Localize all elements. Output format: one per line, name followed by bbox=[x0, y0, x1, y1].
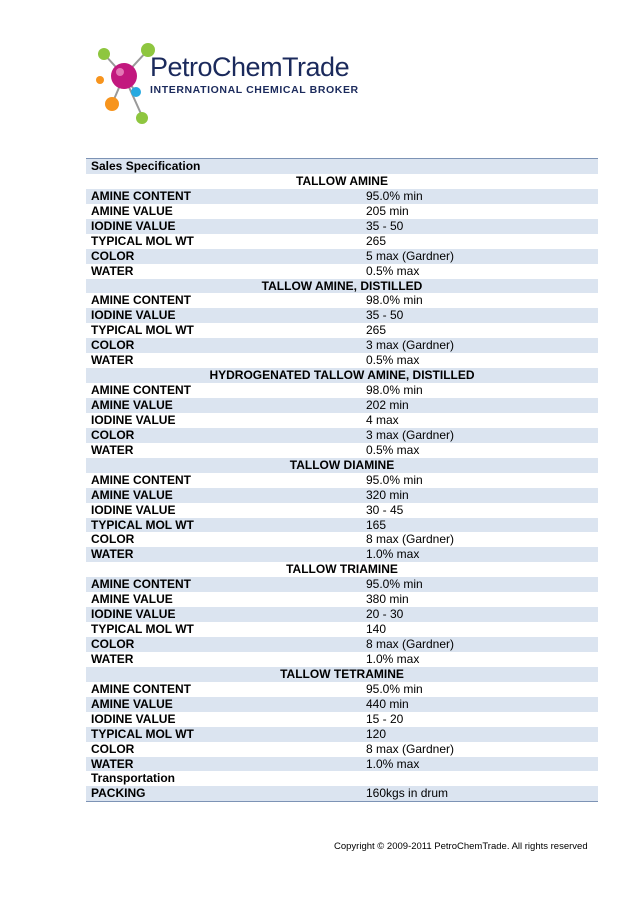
brand-tagline: INTERNATIONAL CHEMICAL BROKER bbox=[150, 84, 359, 96]
brand-block bbox=[150, 52, 359, 96]
packing-label: PACKING bbox=[91, 786, 146, 801]
spec-row-label: AMINE VALUE bbox=[91, 696, 173, 711]
spec-row-label: IODINE VALUE bbox=[91, 607, 176, 622]
spec-row-value: 8 max (Gardner) bbox=[366, 637, 455, 651]
spec-row-value: 95.0% min bbox=[366, 188, 423, 203]
spec-row-label: AMINE CONTENT bbox=[91, 188, 191, 203]
spec-row-label: WATER bbox=[91, 263, 134, 278]
spec-row-value: 35 - 50 bbox=[366, 308, 404, 323]
packing-row bbox=[86, 786, 598, 801]
spec-row bbox=[86, 293, 598, 308]
spec-row-value: 20 - 30 bbox=[366, 607, 404, 622]
spec-row-value: 205 min bbox=[366, 203, 409, 218]
spec-row bbox=[86, 219, 598, 234]
section-title: HYDROGENATED TALLOW AMINE, DISTILLED bbox=[209, 368, 475, 383]
spec-row-label: AMINE VALUE bbox=[91, 398, 173, 412]
transportation-label: Transportation bbox=[91, 771, 176, 786]
spec-row-label: AMINE CONTENT bbox=[91, 577, 191, 592]
spec-row bbox=[86, 353, 598, 368]
spec-row-value: 1.0% max bbox=[366, 547, 420, 562]
spec-row-value: 95.0% min bbox=[366, 577, 423, 592]
spec-row bbox=[86, 518, 598, 533]
spec-row-value: 35 - 50 bbox=[366, 218, 404, 233]
spec-row-value: 140 bbox=[366, 622, 387, 637]
spec-title: Sales Specification bbox=[91, 159, 201, 173]
spec-row bbox=[86, 547, 598, 562]
section-header bbox=[86, 279, 598, 294]
spec-row-value: 98.0% min bbox=[366, 383, 423, 398]
spec-row bbox=[86, 503, 598, 518]
spec-sections bbox=[86, 174, 598, 772]
section-title: TALLOW TRIAMINE bbox=[286, 562, 398, 577]
spec-row bbox=[86, 308, 598, 323]
spec-row-value: 320 min bbox=[366, 487, 409, 502]
spec-row bbox=[86, 682, 598, 697]
spec-title-row bbox=[86, 159, 598, 174]
spec-row-label: WATER bbox=[91, 442, 134, 457]
spec-row bbox=[86, 398, 598, 413]
spec-row-value: 0.5% max bbox=[366, 263, 420, 278]
spec-row-label: AMINE CONTENT bbox=[91, 383, 191, 398]
spec-row-label: AMINE VALUE bbox=[91, 487, 173, 502]
spec-row-value: 1.0% max bbox=[366, 651, 420, 666]
spec-row bbox=[86, 652, 598, 667]
sales-specification-table bbox=[86, 158, 598, 802]
spec-row-label: TYPICAL MOL WT bbox=[91, 323, 194, 338]
spec-row-value: 165 bbox=[366, 517, 387, 532]
spec-row bbox=[86, 757, 598, 772]
spec-row-label: AMINE CONTENT bbox=[91, 293, 191, 308]
spec-row-value: 0.5% max bbox=[366, 442, 420, 457]
spec-row bbox=[86, 413, 598, 428]
spec-row bbox=[86, 622, 598, 637]
spec-row-value: 380 min bbox=[366, 592, 409, 607]
spec-row-value: 3 max (Gardner) bbox=[366, 338, 455, 353]
spec-row-value: 3 max (Gardner) bbox=[366, 427, 455, 442]
section-header bbox=[86, 368, 598, 383]
spec-row bbox=[86, 712, 598, 727]
spec-row-label: COLOR bbox=[91, 427, 135, 442]
spec-row-label: COLOR bbox=[91, 637, 135, 651]
section-title: TALLOW AMINE, DISTILLED bbox=[261, 278, 423, 293]
spec-row bbox=[86, 189, 598, 204]
spec-row-label: AMINE CONTENT bbox=[91, 681, 191, 696]
spec-row-value: 1.0% max bbox=[366, 756, 420, 771]
spec-row bbox=[86, 592, 598, 607]
spec-row-label: WATER bbox=[91, 651, 134, 666]
spec-row-value: 8 max (Gardner) bbox=[366, 741, 455, 756]
spec-row bbox=[86, 443, 598, 458]
spec-row-value: 4 max bbox=[366, 412, 399, 427]
spec-row bbox=[86, 264, 598, 279]
spec-row-value: 0.5% max bbox=[366, 353, 420, 368]
spec-row-label: WATER bbox=[91, 756, 134, 771]
spec-row-label: AMINE CONTENT bbox=[91, 472, 191, 487]
section-header bbox=[86, 562, 598, 577]
section-title: TALLOW AMINE bbox=[296, 173, 388, 188]
spec-row bbox=[86, 607, 598, 622]
spec-row-value: 95.0% min bbox=[366, 472, 423, 487]
spec-row-label: AMINE VALUE bbox=[91, 203, 173, 218]
packing-value: 160kgs in drum bbox=[366, 786, 449, 801]
spec-row-label: TYPICAL MOL WT bbox=[91, 517, 194, 532]
spec-row-value: 265 bbox=[366, 233, 387, 248]
spec-row-label: IODINE VALUE bbox=[91, 218, 176, 233]
spec-row bbox=[86, 727, 598, 742]
spec-row-label: IODINE VALUE bbox=[91, 711, 176, 726]
spec-row-value: 5 max (Gardner) bbox=[366, 248, 455, 263]
spec-row-label: AMINE VALUE bbox=[91, 592, 173, 607]
spec-row bbox=[86, 697, 598, 712]
section-header bbox=[86, 458, 598, 473]
section-title: TALLOW DIAMINE bbox=[289, 457, 395, 472]
spec-row-value: 202 min bbox=[366, 398, 409, 412]
spec-row-label: COLOR bbox=[91, 532, 135, 547]
brand-name: PetroChemTrade bbox=[150, 52, 350, 82]
spec-row bbox=[86, 204, 598, 219]
spec-row-value: 15 - 20 bbox=[366, 711, 404, 726]
spec-row bbox=[86, 532, 598, 547]
spec-row bbox=[86, 234, 598, 249]
spec-row-label: COLOR bbox=[91, 248, 135, 263]
spec-row-value: 120 bbox=[366, 726, 387, 741]
spec-row-value: 8 max (Gardner) bbox=[366, 532, 455, 547]
spec-row bbox=[86, 428, 598, 443]
table-bottom-rule bbox=[86, 801, 598, 802]
spec-row-label: COLOR bbox=[91, 741, 135, 756]
spec-row bbox=[86, 249, 598, 264]
spec-row-label: TYPICAL MOL WT bbox=[91, 622, 194, 637]
spec-row-label: COLOR bbox=[91, 338, 135, 353]
spec-row-label: IODINE VALUE bbox=[91, 502, 176, 517]
spec-row-label: WATER bbox=[91, 547, 134, 562]
spec-row-label: IODINE VALUE bbox=[91, 308, 176, 323]
spec-row-label: IODINE VALUE bbox=[91, 412, 176, 427]
spec-row bbox=[86, 473, 598, 488]
spec-row-label: TYPICAL MOL WT bbox=[91, 233, 194, 248]
spec-row-value: 98.0% min bbox=[366, 293, 423, 308]
section-header bbox=[86, 667, 598, 682]
spec-row bbox=[86, 338, 598, 353]
spec-row-value: 95.0% min bbox=[366, 681, 423, 696]
spec-row-value: 440 min bbox=[366, 696, 409, 711]
spec-row bbox=[86, 742, 598, 757]
spec-row bbox=[86, 323, 598, 338]
transportation-row bbox=[86, 771, 598, 786]
spec-row-label: TYPICAL MOL WT bbox=[91, 726, 194, 741]
spec-row bbox=[86, 577, 598, 592]
spec-row bbox=[86, 637, 598, 652]
spec-row-value: 265 bbox=[366, 323, 387, 338]
spec-row bbox=[86, 383, 598, 398]
spec-row-label: WATER bbox=[91, 353, 134, 368]
section-header bbox=[86, 174, 598, 189]
copyright-notice: Copyright © 2009-2011 PetroChemTrade. All rights reserved bbox=[334, 841, 588, 852]
spec-row-value: 30 - 45 bbox=[366, 502, 404, 517]
section-title: TALLOW TETRAMINE bbox=[280, 666, 404, 681]
spec-row bbox=[86, 488, 598, 503]
